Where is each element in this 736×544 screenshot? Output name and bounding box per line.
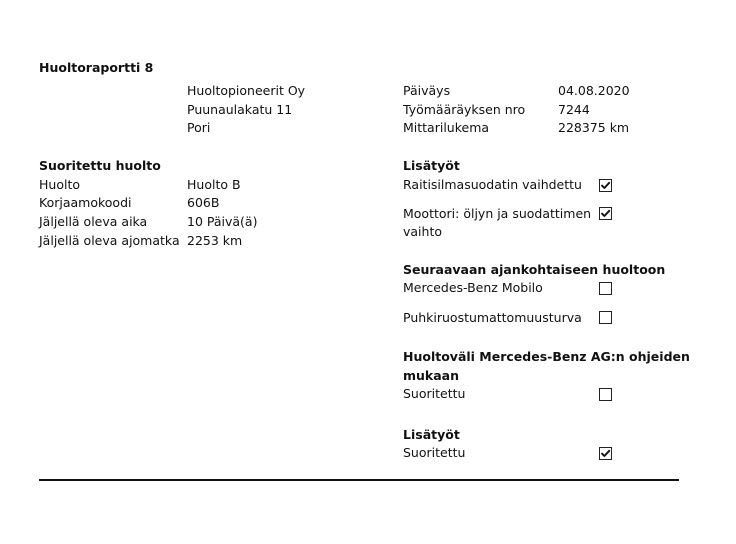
air-filter-checkbox[interactable] — [599, 179, 612, 192]
remaining-distance-value: 2253 km — [187, 233, 243, 248]
odometer-label: Mittarilukema — [403, 120, 490, 135]
odometer-value: 228375 km — [558, 120, 630, 135]
remaining-time-label: Jäljellä oleva aika — [39, 214, 148, 229]
work-order-label: Työmääräyksen nro — [403, 102, 526, 117]
date-label: Päiväys — [403, 83, 451, 98]
interval-done-label: Suoritettu — [403, 386, 466, 401]
service-label: Huolto — [39, 177, 80, 192]
report-title: Huoltoraportti 8 — [39, 60, 154, 75]
oil-change-label-line1: Moottori: öljyn ja suodattimen — [403, 206, 592, 221]
next-service-heading: Seuraavaan ajankohtaiseen huoltoon — [403, 262, 666, 277]
date-value: 04.08.2020 — [558, 83, 630, 98]
work-order-value: 7244 — [558, 102, 590, 117]
interval-heading-line1: Huoltoväli Mercedes-Benz AG:n ohjeiden — [403, 349, 690, 364]
workshop-city: Pori — [187, 120, 211, 135]
workshop-street: Puunaulakatu 11 — [187, 102, 293, 117]
interval-heading-line2: mukaan — [403, 368, 460, 383]
interval-done-checkbox[interactable] — [599, 388, 612, 401]
workshop-name: Huoltopioneerit Oy — [187, 83, 306, 98]
checkmark-icon — [600, 180, 611, 191]
mobilo-checkbox[interactable] — [599, 282, 612, 295]
extra-work2-done-checkbox[interactable] — [599, 447, 612, 460]
mobilo-label: Mercedes-Benz Mobilo — [403, 280, 543, 295]
air-filter-label: Raitisilmasuodatin vaihdettu — [403, 177, 582, 192]
workshop-code-label: Korjaamokoodi — [39, 195, 132, 210]
oil-change-checkbox[interactable] — [599, 207, 612, 220]
remaining-time-value: 10 Päivä(ä) — [187, 214, 258, 229]
remaining-distance-label: Jäljellä oleva ajomatka — [39, 233, 180, 248]
rust-warranty-checkbox[interactable] — [599, 311, 612, 324]
checkmark-icon — [600, 448, 611, 459]
checkmark-icon — [600, 208, 611, 219]
extra-work2-done-label: Suoritettu — [403, 445, 466, 460]
oil-change-label-line2: vaihto — [403, 224, 443, 239]
bottom-rule — [39, 479, 679, 481]
extra-work2-heading: Lisätyöt — [403, 427, 460, 442]
rust-warranty-label: Puhkiruostumattomuusturva — [403, 310, 582, 325]
workshop-code-value: 606B — [187, 195, 220, 210]
extra-work-heading: Lisätyöt — [403, 158, 460, 173]
service-value: Huolto B — [187, 177, 241, 192]
performed-heading: Suoritettu huolto — [39, 158, 161, 173]
